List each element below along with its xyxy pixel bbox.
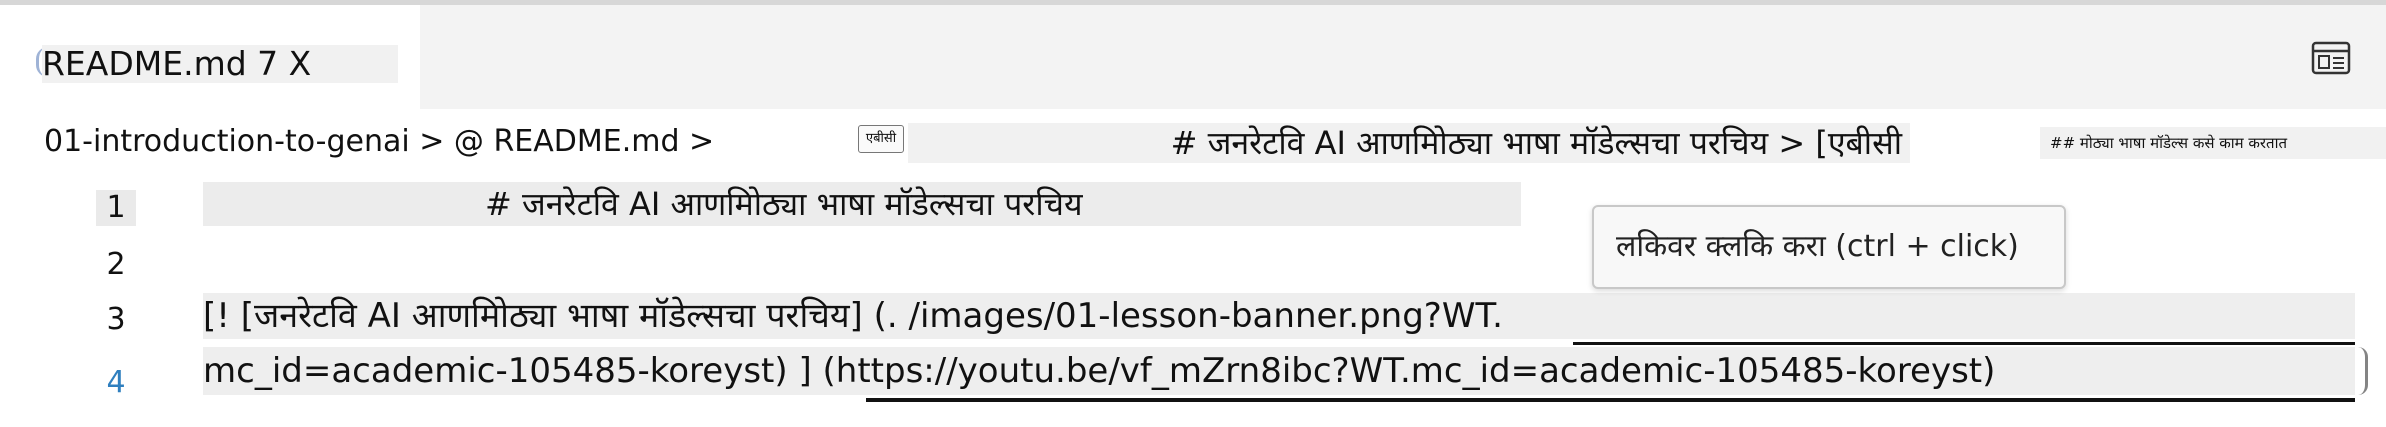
heading-text: # जनरेटवि AI आणमिोठ्या भाषा मॉडेल्सचा परचिय	[485, 185, 1083, 223]
bracket-highlight	[2358, 347, 2368, 395]
link-underline	[866, 398, 2355, 402]
breadcrumb-heading[interactable]	[908, 123, 1910, 163]
link-underline	[1573, 342, 2355, 345]
line-number: 3	[106, 302, 126, 337]
breadcrumb-symbol-badge: एबीसी	[858, 125, 904, 153]
link-hover-tooltip	[1592, 205, 2066, 289]
open-preview-button[interactable]	[2307, 38, 2355, 78]
line-number: 2	[106, 247, 126, 282]
tab-readme[interactable]	[0, 5, 420, 109]
code-line-1[interactable]	[203, 182, 1521, 226]
tooltip-text: लकिवर क्लकि करा (ctrl + click)	[1616, 229, 2019, 264]
breadcrumb-subheading[interactable]	[2040, 127, 2386, 159]
line-number: 4	[106, 365, 126, 400]
editor-area[interactable]	[0, 169, 2386, 427]
breadcrumb	[0, 109, 2386, 169]
code-line-3[interactable]: [! [जनरेटवि AI आणमिोठ्या भाषा मॉडेल्सचा परचिय] (. /images/01-lesson-banner.png?WT.	[203, 293, 2355, 339]
breadcrumb-subheading-text: ## मोठ्या भाषा मॉडेल्स कसे काम करतात	[2050, 134, 2288, 152]
open-preview-icon	[2311, 41, 2351, 75]
breadcrumb-path[interactable]: 01-introduction-to-genai > @ README.md >	[44, 124, 715, 159]
code-line-3-wrapped[interactable]: mc_id=academic-105485-koreyst) ] (https://youtu.be/vf_mZrn8ibc?WT.mc_id=academic-105485-koreyst)	[203, 347, 2355, 395]
breadcrumb-heading-text: # जनरेटवि AI आणमिोठ्या भाषा मॉडेल्सचा परचिय > [एबीसी	[1170, 124, 1902, 162]
line-number: 1	[96, 190, 136, 226]
tab-label[interactable]: README.md 7 X	[42, 45, 398, 83]
